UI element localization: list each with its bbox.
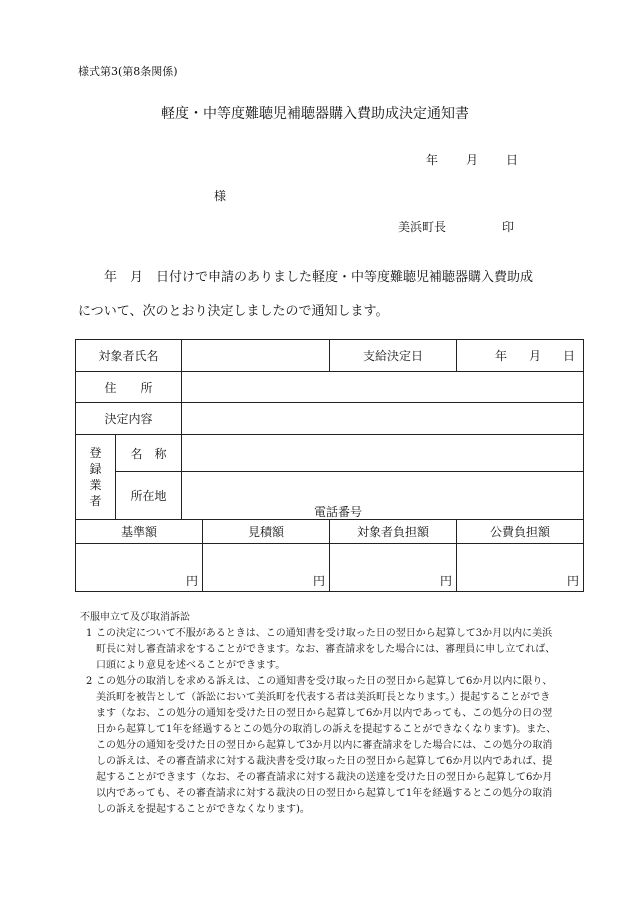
date-day: 日: [506, 153, 519, 167]
body-text-line2: について、次のとおり決定しましたので通知します。: [78, 304, 389, 319]
estimate-amount-field[interactable]: 円: [203, 544, 330, 592]
issue-date: [426, 151, 518, 168]
appeal-notes: [80, 610, 560, 818]
vendor-address-label: 所在地: [116, 472, 182, 520]
seal-mark: 印: [502, 220, 515, 234]
body-text-line1: 年 月 日付けで申請のありました軽度・中等度難聴児補聴器購入費助成: [104, 270, 534, 285]
form-number: 様式第3(第8条関係): [78, 65, 178, 78]
note-number: 1: [86, 628, 93, 639]
subject-burden-field[interactable]: 円: [330, 544, 457, 592]
addressee-suffix: 様: [214, 189, 227, 203]
issuer-name: 美浜町長: [398, 220, 447, 234]
date-year: 年: [426, 153, 439, 167]
decision-content-label: 決定内容: [76, 403, 182, 435]
note-item: [80, 626, 560, 674]
vendor-name-field[interactable]: [182, 435, 584, 472]
decision-content-field[interactable]: [182, 403, 584, 435]
address-field[interactable]: [182, 372, 584, 403]
note-text: この決定について不服があるときは、この通知書を受け取った日の翌日から起算して3か月以内に美浜町長に対し審査請求をすることができます。なお、審査請求をした場合には、審理員に申し立てれば、口頭により意見を述べることができます。: [96, 628, 556, 671]
standard-amount-field[interactable]: 円: [76, 544, 203, 592]
date-month: 月: [466, 153, 479, 167]
issuer: [398, 218, 514, 235]
vendor-name-label: 名 称: [116, 435, 182, 472]
decision-date-label: 支給決定日: [330, 340, 457, 372]
note-text: この処分の取消しを求める訴えは、この通知書を受け取った日の翌日から起算して6か月以内に限り、美浜町を被告として（訴訟において美浜町を代表する者は美浜町長となります。）提起することができます（なお、この処分の通知を受けた日の翌日から起算して6か月以内であっても、この処分の日の翌日から起算して1年を経過するとこの処分の取消しの訴えを提起することができなくなります)。また、この処分の通知を受けた日の翌日から起算して3か月以内に審査請求をした場合には、この処分の取消しの訴えは、その審査請求に対する裁決書を受け取った日の翌日から起算して6か月以内であれば、提起することができます（なお、その審査請求に対する裁決の送達を受けた日の翌日から起算して6か月以内であっても、その審査請求に対する裁決の日の翌日から起算して1年を経過するとこの処分の取消しの訴えを提起することができなくなります)。: [96, 676, 557, 815]
vendor-label-text: 登録業者: [89, 446, 102, 508]
decision-date-field[interactable]: [457, 340, 584, 372]
decision-month: 月: [528, 349, 541, 363]
public-burden-field[interactable]: 円: [457, 544, 584, 592]
subject-name-field[interactable]: [182, 340, 330, 372]
note-item: [80, 674, 560, 818]
document-title: 軽度・中等度難聴児補聴器購入費助成決定通知書: [161, 106, 469, 122]
vendor-label: [76, 435, 116, 520]
decision-table: [75, 339, 584, 592]
address-label: 住 所: [76, 372, 182, 403]
header-standard-amount: 基準額: [76, 520, 203, 544]
header-estimate-amount: 見積額: [203, 520, 330, 544]
notes-heading: 不服申立て及び取消訴訟: [80, 612, 190, 623]
header-subject-burden: 対象者負担額: [330, 520, 457, 544]
subject-name-label: 対象者氏名: [76, 340, 182, 372]
note-number: 2: [86, 676, 93, 687]
decision-year: 年: [494, 349, 507, 363]
vendor-address-field[interactable]: [182, 472, 584, 520]
header-public-burden: 公費負担額: [457, 520, 584, 544]
phone-number-label: 電話番号: [314, 505, 363, 519]
decision-day: 日: [563, 349, 576, 363]
